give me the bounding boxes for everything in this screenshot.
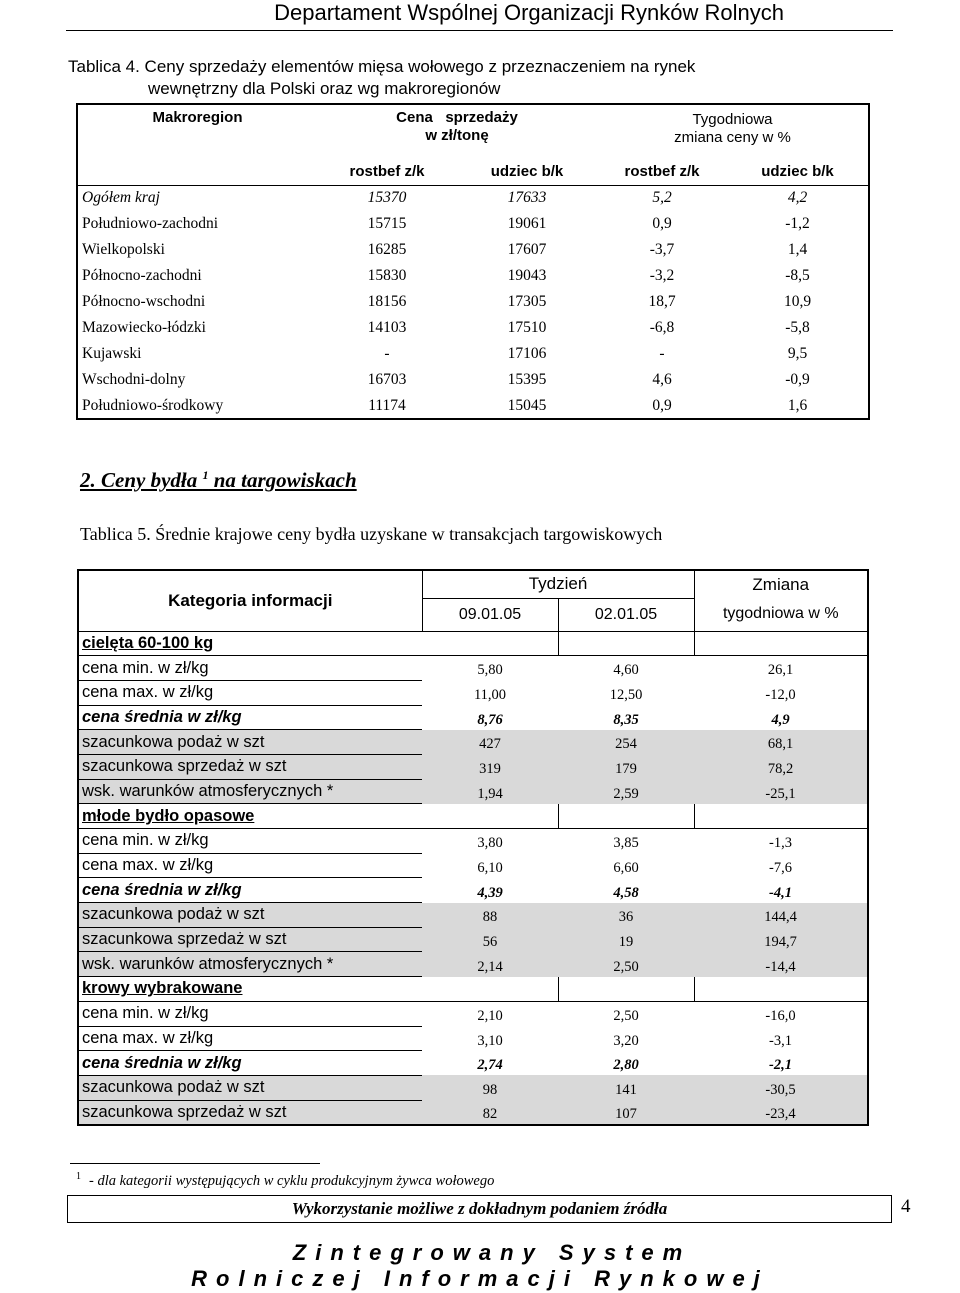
table4-cell-udziec: 17305 <box>507 293 547 310</box>
table4-cell-region: Północno-wschodni <box>82 293 206 310</box>
table5-cell-date1: 6,10 <box>477 859 503 876</box>
table5-row <box>78 1100 868 1125</box>
table4-cell-region: Wielkopolski <box>82 241 165 258</box>
table4-row <box>77 263 869 289</box>
table5-row <box>78 952 868 977</box>
table4-cell-udziec-change: 1,6 <box>787 396 808 414</box>
footnote-marker: 1 <box>76 1171 81 1182</box>
table5-row <box>78 656 868 681</box>
table5-cell-date2: 4,58 <box>613 884 639 901</box>
table4-cell-rostbef-change: 4,6 <box>652 371 672 388</box>
table5-cell-date2: 6,60 <box>613 859 639 876</box>
table5-cell-date2: 3,85 <box>613 835 639 852</box>
table4-subheader-udziec-change: udziec b/k <box>727 159 869 185</box>
table4-header-cena <box>317 104 597 159</box>
footnote-rule <box>70 1163 320 1164</box>
table4-cell-udziec: 17607 <box>507 241 547 258</box>
table5-row <box>78 927 868 952</box>
table5-header-tydzien: Tydzień <box>422 570 694 598</box>
table4-cell-rostbef: 15370 <box>367 189 407 207</box>
table5-group-label: młode bydło opasowe <box>78 804 422 829</box>
table4-cell-rostbef: 15830 <box>367 267 407 284</box>
table5-row <box>78 680 868 705</box>
table5-cell-date1: 2,74 <box>477 1057 503 1074</box>
table5-row <box>78 1075 868 1100</box>
page-header-title: Departament Wspólnej Organizacji Rynków Rolnych <box>274 0 784 25</box>
table4-cell-region: Północno-zachodni <box>82 267 202 284</box>
table5-cell-label: szacunkowa sprzedaż w szt <box>78 754 422 779</box>
table4-caption-line2: wewnętrzny dla Polski oraz wg makroregionów <box>148 79 501 98</box>
table5-group-row <box>78 977 868 1002</box>
table4-cell-udziec: 19061 <box>507 215 547 232</box>
table5-row <box>78 705 868 730</box>
table4-header-cena-line1: Cena sprzedaży <box>396 109 518 126</box>
table4-header-tygodniowa-line2: zmiana ceny w % <box>674 129 791 146</box>
table5-caption: Tablica 5. Średnie krajowe ceny bydła uzyskane w transakcjach targowiskowych <box>80 524 663 544</box>
table4-cell-rostbef-change: 0,9 <box>652 396 672 414</box>
table5-header-zmiana: Zmiana <box>694 570 868 598</box>
table4-cell-udziec: 19043 <box>507 267 547 284</box>
table5-cell-date1: 98 <box>422 1075 558 1100</box>
table4-cell-rostbef-change: 18,7 <box>648 293 676 310</box>
table5-cell-date1: 2,10 <box>477 1008 503 1024</box>
table5-cell-label: cena średnia w zł/kg <box>78 705 422 730</box>
table5-row <box>78 878 868 903</box>
table4-cell-rostbef: 15715 <box>367 215 407 232</box>
table5-cell-change <box>694 631 868 656</box>
table5-cell-date2: 2,50 <box>613 1008 639 1024</box>
table4-cell-udziec: 15395 <box>507 371 547 388</box>
table4-subheader-rostbef: rostbef z/k <box>317 159 457 185</box>
table5-cell-change: 194,7 <box>694 927 868 952</box>
table5-cell-change: -25,1 <box>694 779 868 804</box>
table5-cell-change: -30,5 <box>694 1075 868 1100</box>
table4-row <box>77 393 869 419</box>
table4-header-tygodniowa <box>597 104 869 159</box>
table5-cell-label: cena średnia w zł/kg <box>78 878 422 903</box>
table5-cell-change: -12,0 <box>765 687 796 704</box>
table5-group-row <box>78 804 868 829</box>
table5-cell-change: 144,4 <box>694 903 868 928</box>
table5-cell-date2: 12,50 <box>609 687 643 704</box>
table5-cell-date2: 2,80 <box>613 1057 639 1074</box>
table4-cell-rostbef-change: 5,2 <box>652 189 672 207</box>
table4-cell-region: Ogółem kraj <box>82 189 160 207</box>
table5-cell-date2: 4,60 <box>613 662 639 679</box>
table5-cell-change <box>694 977 868 1002</box>
footer-line2: Rolniczej Informacji Rynkowej <box>191 1266 769 1291</box>
table4-row <box>77 237 869 263</box>
table5-header-tygodniowa: tygodniowa w % <box>694 598 868 631</box>
table5-row <box>78 754 868 779</box>
table5-cell-date2: 8,35 <box>613 711 639 728</box>
table5 <box>77 569 869 1126</box>
table5-cell-label: cena max. w zł/kg <box>78 680 422 705</box>
table5-cell-date1: 11,00 <box>473 687 507 704</box>
table5-cell-change: -2,1 <box>769 1057 792 1074</box>
table5-cell-date1: 5,80 <box>477 662 503 679</box>
table4-cell-rostbef: - <box>384 345 390 362</box>
table5-row <box>78 1051 868 1076</box>
footnote <box>76 1171 494 1190</box>
table4-row <box>77 341 869 367</box>
table5-cell-change: -16,0 <box>765 1008 796 1024</box>
page-number: 4 <box>901 1196 911 1217</box>
table5-cell-date1: 88 <box>422 903 558 928</box>
table5-cell-date2: 141 <box>558 1075 694 1100</box>
table4-cell-rostbef: 14103 <box>367 319 407 336</box>
table4-cell-rostbef-change: - <box>659 345 665 362</box>
table5-row <box>78 903 868 928</box>
table4-cell-rostbef-change: -3,2 <box>649 267 675 284</box>
section-2-title <box>80 468 357 493</box>
table5-cell-date2: 107 <box>558 1100 694 1125</box>
table4-cell-udziec: 17633 <box>507 189 547 207</box>
table5-cell-label: szacunkowa sprzedaż w szt <box>78 1100 422 1125</box>
table5-header-date2: 02.01.05 <box>558 598 694 631</box>
table5-cell-label: szacunkowa podaż w szt <box>78 903 422 928</box>
table5-cell-change: 26,1 <box>767 662 794 679</box>
table5-cell-date2: 36 <box>558 903 694 928</box>
table5-cell-date1: 2,14 <box>422 952 558 977</box>
table5-cell-change: 78,2 <box>694 754 868 779</box>
table4-cell-udziec-change: 10,9 <box>783 293 812 310</box>
table5-cell-change: -7,6 <box>769 859 792 876</box>
table4-caption <box>68 56 828 100</box>
table5-cell-change: 4,9 <box>771 711 790 728</box>
table5-cell-date2 <box>558 977 694 1002</box>
table4-cell-region: Południowo-zachodni <box>82 215 219 232</box>
table4-header-makroregion: Makroregion <box>152 109 243 126</box>
table5-cell-date2: 3,20 <box>613 1032 639 1049</box>
table4-cell-udziec-change: -0,9 <box>785 371 810 388</box>
table5-header-date1: 09.01.05 <box>422 598 558 631</box>
table5-cell-label: szacunkowa sprzedaż w szt <box>78 927 422 952</box>
table4-header-tygodniowa-line1: Tygodniowa <box>692 111 773 128</box>
table4-row <box>77 289 869 315</box>
table5-cell-label: cena min. w zł/kg <box>78 656 422 681</box>
table5-cell-date1: 8,76 <box>477 711 503 728</box>
table5-cell-label: cena max. w zł/kg <box>78 1026 422 1051</box>
table5-cell-date2: 254 <box>558 730 694 755</box>
table4-cell-rostbef: 11174 <box>368 396 406 414</box>
table5-cell-label: cena min. w zł/kg <box>78 829 422 854</box>
table4-subheader-blank <box>77 159 317 185</box>
table5-row <box>78 1001 868 1026</box>
table4-subheader-rostbef-change: rostbef z/k <box>597 159 727 185</box>
table4-cell-rostbef: 16285 <box>367 241 407 258</box>
table5-cell-label: wsk. warunków atmosferycznych * <box>78 952 422 977</box>
table4-cell-region: Mazowiecko-łódzki <box>82 319 206 336</box>
table5-cell-change: -1,3 <box>769 835 792 852</box>
table5-cell-date1: 427 <box>422 730 558 755</box>
table5-group-label: krowy wybrakowane <box>78 977 422 1002</box>
table4-cell-udziec: 15045 <box>507 396 547 414</box>
table4-cell-udziec-change: 4,2 <box>787 189 808 207</box>
table5-cell-date1 <box>422 977 558 1002</box>
table5-row <box>78 730 868 755</box>
table5-cell-date1: 1,94 <box>422 779 558 804</box>
table5-header-kategoria: Kategoria informacji <box>78 570 422 631</box>
table4-cell-region: Południowo-środkowy <box>82 396 224 414</box>
table5-cell-change: -23,4 <box>694 1100 868 1125</box>
table5-cell-change: -14,4 <box>694 952 868 977</box>
table5-cell-change <box>694 804 868 829</box>
table4-subheader-udziec: udziec b/k <box>457 159 597 185</box>
table5-cell-date1 <box>422 804 558 829</box>
table5-cell-date1 <box>422 631 558 656</box>
table4-cell-rostbef: 18156 <box>367 293 407 310</box>
table4-cell-udziec-change: 9,5 <box>787 345 808 362</box>
table5-cell-date2 <box>558 631 694 656</box>
table4-row <box>77 211 869 237</box>
table4-cell-udziec-change: -5,8 <box>785 319 810 336</box>
table5-row <box>78 853 868 878</box>
table4-cell-rostbef-change: -6,8 <box>649 319 675 336</box>
section-2-title-post: na targowiskach <box>208 468 357 492</box>
section-2-title-sup: 1 <box>202 468 209 482</box>
table5-cell-date2: 2,50 <box>558 952 694 977</box>
table5-cell-date2: 2,59 <box>558 779 694 804</box>
table4-cell-rostbef-change: 0,9 <box>652 215 672 232</box>
table5-cell-date2: 179 <box>558 754 694 779</box>
table5-cell-label: cena średnia w zł/kg <box>78 1051 422 1076</box>
table4-cell-rostbef: 16703 <box>367 371 407 388</box>
table5-cell-label: cena max. w zł/kg <box>78 853 422 878</box>
table5-cell-label: cena min. w zł/kg <box>78 1001 422 1026</box>
table4-row <box>77 185 869 211</box>
table4 <box>76 103 870 420</box>
table5-cell-date2: 19 <box>558 927 694 952</box>
source-notice: Wykorzystanie możliwe z dokładnym podaniem źródła <box>67 1195 892 1223</box>
table4-cell-region: Wschodni-dolny <box>82 371 186 388</box>
table4-cell-rostbef-change: -3,7 <box>649 241 675 258</box>
table5-cell-label: wsk. warunków atmosferycznych * <box>78 779 422 804</box>
table5-cell-label: szacunkowa podaż w szt <box>78 1075 422 1100</box>
table4-cell-udziec: 17106 <box>507 345 547 362</box>
table5-row <box>78 1026 868 1051</box>
table4-cell-region: Kujawski <box>82 345 142 362</box>
table5-cell-date1: 56 <box>422 927 558 952</box>
table4-caption-line1: Tablica 4. Ceny sprzedaży elementów mięsa wołowego z przeznaczeniem na rynek <box>68 57 696 76</box>
table5-cell-date1: 3,80 <box>477 835 503 852</box>
table5-cell-date2 <box>558 804 694 829</box>
footnote-text: - dla kategorii występujących w cyklu produkcyjnym żywca wołowego <box>89 1172 495 1189</box>
table4-row <box>77 367 869 393</box>
table5-cell-date1: 82 <box>422 1100 558 1125</box>
table5-group-row <box>78 631 868 656</box>
table4-header-cena-line2: w zł/tonę <box>425 127 489 144</box>
table5-cell-change: -3,1 <box>769 1032 792 1049</box>
table4-row <box>77 315 869 341</box>
table4-cell-udziec: 17510 <box>507 319 547 336</box>
table4-cell-udziec-change: -8,5 <box>785 267 810 284</box>
table5-row <box>78 779 868 804</box>
table5-cell-label: szacunkowa podaż w szt <box>78 730 422 755</box>
section-2-title-pre: 2. Ceny bydła <box>80 468 203 492</box>
table5-row <box>78 829 868 854</box>
table5-cell-change: 68,1 <box>694 730 868 755</box>
table4-cell-udziec-change: -1,2 <box>785 215 810 232</box>
footer-line1: Zintegrowany System <box>292 1240 692 1265</box>
header-rule <box>66 30 893 31</box>
table5-group-label: cielęta 60-100 kg <box>78 631 422 656</box>
table5-cell-change: -4,1 <box>769 884 792 901</box>
table5-cell-date1: 319 <box>422 754 558 779</box>
table5-cell-date1: 4,39 <box>477 884 503 901</box>
table5-cell-date1: 3,10 <box>477 1032 503 1049</box>
table4-cell-udziec-change: 1,4 <box>787 241 808 258</box>
